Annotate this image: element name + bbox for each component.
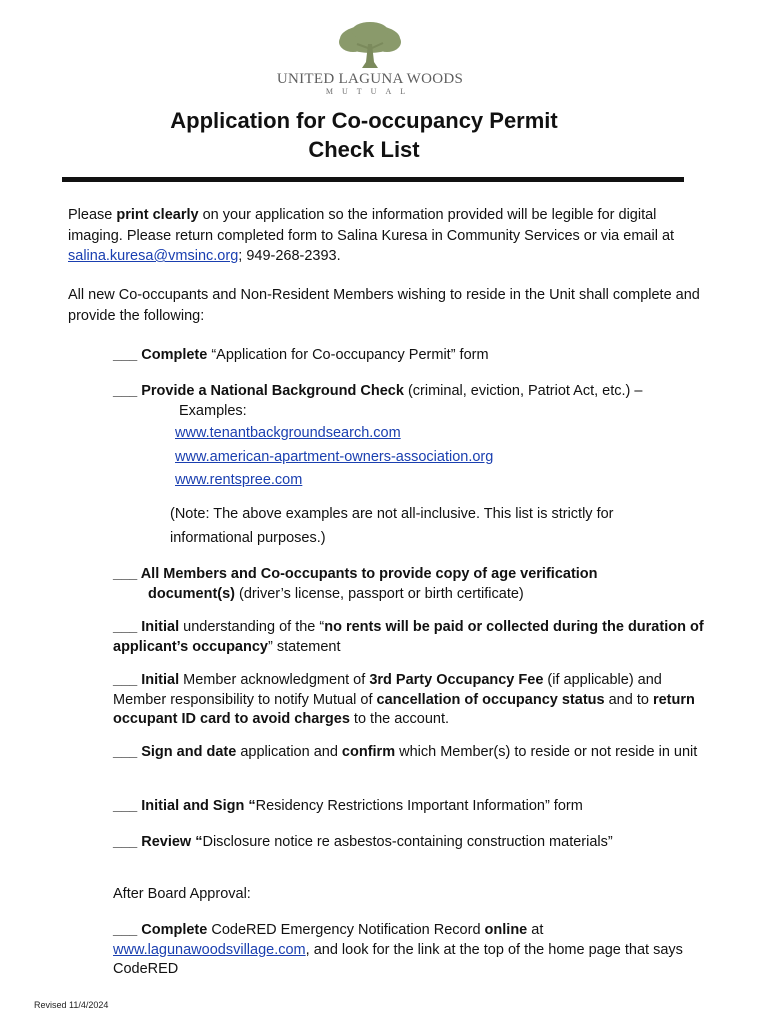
checklist-item-no-rents: ___ Initial understanding of the “no rents will be paid or collected during the duration of applicant’s occupancy” statement (113, 619, 704, 655)
example-link-rentspree[interactable]: www.rentspree.com (175, 472, 303, 488)
page-subtitle: Check List (308, 137, 420, 162)
example-link-apartment-owners[interactable]: www.american-apartment-owners-association.org (175, 448, 494, 465)
logo (270, 22, 470, 100)
intro-paragraph: Please print clearly on your application so the information provided will be legible for digital imaging. Please return completed form to Salina Kuresa in Community Services or via email at salina.kuresa@vmsinc.org; 949-268-2393. (68, 207, 675, 264)
email-link[interactable]: salina.kuresa@vmsinc.org (68, 248, 239, 264)
revision-date: Revised 11/4/2024 (34, 1000, 109, 1010)
checklist-item-residency-restrictions: ___ Initial and Sign “Residency Restrictions Important Information” form (113, 798, 583, 814)
examples-label: Examples: (179, 402, 247, 419)
title-divider (62, 177, 684, 182)
after-board-approval-heading: After Board Approval: (113, 886, 251, 902)
checklist-item-asbestos-disclosure: ___ Review “Disclosure notice re asbestos-containing construction materials” (113, 834, 613, 850)
logo-name: UNITED LAGUNA WOODS (276, 71, 464, 87)
examples-note: (Note: The above examples are not all-inclusive. This list is strictly for informational purposes.) (170, 506, 614, 546)
checklist-item-occupancy-fee: ___ Initial Member acknowledgment of 3rd Party Occupancy Fee (if applicable) and Member responsibility to notify Mutual of cancellation of occupancy status and to return occupant ID card to avoid charges to the account. (113, 672, 695, 727)
checklist-item-sign-and-date: ___ Sign and date application and confirm which Member(s) to reside or not reside in unit (113, 744, 698, 760)
logo-subtitle: MUTUAL (325, 87, 415, 96)
checklist-item-background-check: ___ Provide a National Background Check (criminal, eviction, Patriot Act, etc.) – Examples: (113, 382, 713, 421)
example-links (175, 422, 770, 493)
checklist-item-age-verification: ___ All Members and Co-occupants to provide copy of age verification document(s) (driver’s license, passport or birth certificate) (113, 566, 598, 602)
checklist-item-complete-application: ___ Complete “Application for Co-occupancy Permit” form (113, 347, 489, 363)
lead-paragraph: All new Co-occupants and Non-Resident Members wishing to reside in the Unit shall complete and provide the following: (68, 287, 700, 324)
oak-tree-icon (335, 22, 405, 70)
example-link-tenantbackgroundsearch[interactable]: www.tenantbackgroundsearch.com (175, 425, 401, 441)
lagunawoodsvillage-link[interactable]: www.lagunawoodsvillage.com (113, 941, 306, 958)
checklist-item-codered: ___ Complete CodeRED Emergency Notification Record online at www.lagunawoodsvillage.com, and look for the link at the top of the home page that says CodeRED (113, 922, 683, 977)
page-title: Application for Co-occupancy Permit (170, 108, 558, 133)
